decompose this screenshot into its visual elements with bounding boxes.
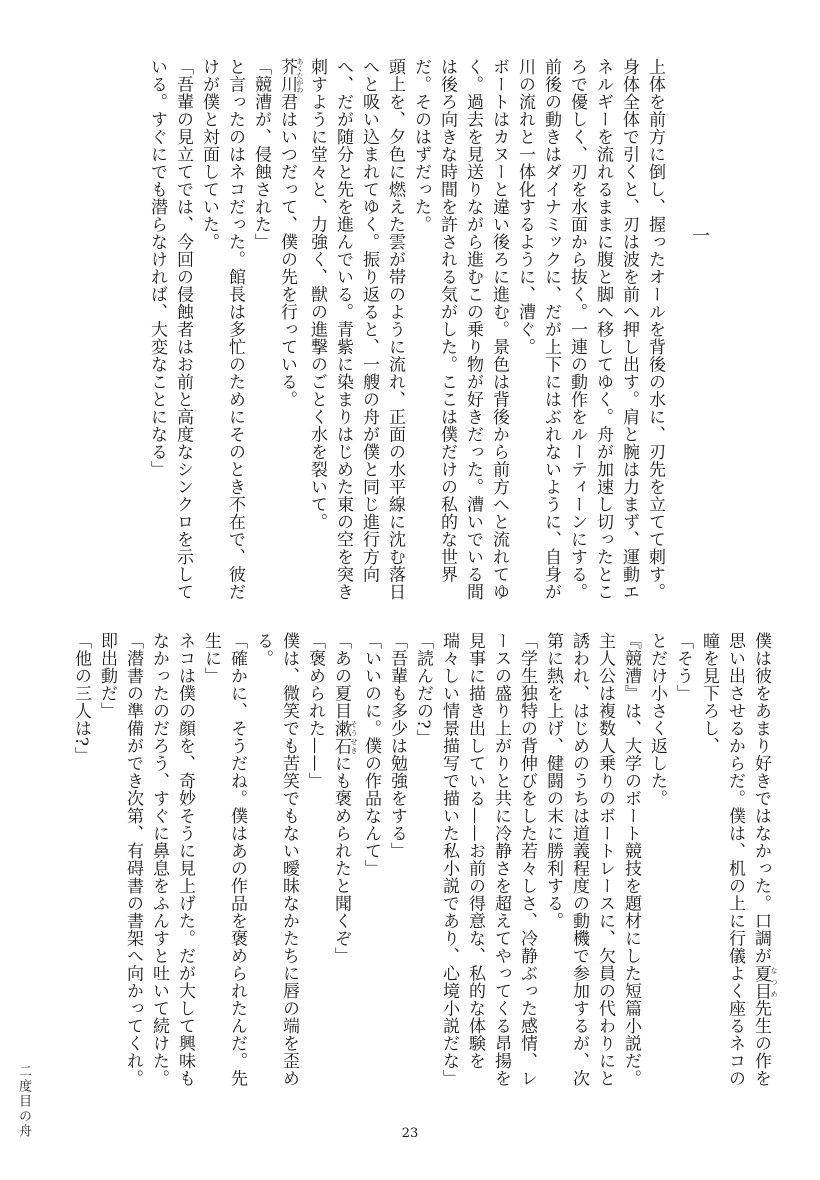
paragraph: 上体を前方に倒し、握ったオールを背後の水に、刃先を立てて刺す。身体全体で引くと、刃は波を前へ押し出す。肩と腕は力まず、運動エネルギーを流れるままに腹と脚へ移してゆく。舟が加速し切ったところで優しく、刃を水面から抜く。一連の動作をルーティーンにする。前後の動きはダイナミックに、だが上下にはぶれないように、自身が川の流れと一体化するように、漕ぐ。 (515, 58, 665, 601)
dialogue-line: 「確かに、そうだね。僕はあの作品を褒められたんだ。先生に」 (201, 632, 247, 1087)
paragraph: 僕は、微笑でも苦笑でもない曖昧なかたちに唇の端を歪める。 (253, 632, 299, 1087)
dialogue-line: 「吾輩の見立てでは、今回の侵蝕者はお前と高度なシンクロを示している。すぐにでも潜らなければ、大変なことになる」 (147, 58, 193, 601)
paragraph: 僕は彼をあまり好きではなかった。口調が夏目 なつめ先生の作を思い出させるからだ。僕は、机の上に行儀よく座るネコの瞳を見下ろし、 (699, 632, 778, 1087)
dialogue-line: 「競漕が、侵蝕された」 (251, 58, 271, 251)
paragraph: と言ったのはネコだった。館長は多忙のためにそのとき不在で、彼だけが僕と対面していた。 (199, 58, 245, 601)
dialogue-line: 「潜書の準備ができ次第、有碍書の書架へ向かってくれ。即出動だ」 (97, 632, 143, 1087)
lower-text-block (68, 632, 778, 1102)
ruby-soseki: 漱石 そうせき (331, 719, 358, 755)
dialogue-line: 「あの夏目漱石 そうせきにも褒められたと聞くぞ」 (331, 632, 358, 965)
dialogue-line: 「読んだの?」 (413, 632, 433, 747)
dialogue-line: 「褒められた——」 (305, 632, 325, 790)
paragraph: 『競漕』は、大学のボート競技を題材にした短篇小説だ。主人公は複数人乗りのボートレースに、欠員の代わりにと誘われ、はじめのうちは道義程度の動機で参加するが、次第に熱を上げ、健闘の末に勝利する。 (543, 632, 641, 1087)
ruby-natsume: 夏目 なつめ (751, 964, 778, 1000)
dialogue-line: 「学生独特の背伸びをした若々しさ、冷静ぶった感情、レースの盛り上がりと共に冷静さを超えてやってくる昂揚を見事に描き出している——お前の得意な、私的な体験を瑞々しい情景描写で描いた私小説であり、心境小説だな」 (439, 632, 537, 1087)
paragraph: ボートはカヌーと違い後ろに進む。景色は背後から前方へと流れてゆく。過去を見送りながら進むこの乗り物が好きだった。漕いでいる間は後ろ向きな時間を許される気がした。ここは僕だけの私的な世界だ。そのはずだった。 (411, 58, 509, 601)
paragraph: とだけ小さく返した。 (647, 632, 667, 807)
upper-text-block (144, 58, 712, 606)
dialogue-line: 「そう」 (673, 632, 693, 702)
dialogue-line: 「いいのに。僕の作品なんて」 (361, 632, 381, 877)
paragraph: 頭上を、夕色に燃えた雲が帯のように流れ、正面の水平線に沈む落日へと吸い込まれてゆく。振り返ると、一艘の舟が僕と同じ進行方向へ、だが随分と先を進んでいる。青紫に染まりはじめた東の空を突き刺すように堂々と、力強く、獣の進撃のごとく水を裂いて。 (307, 58, 405, 601)
page-number: 23 (401, 1126, 419, 1141)
paragraph: ネコは僕の顔を、奇妙そうに見上げた。だが大して興味もなかったのだろう、すぐに鼻息をふんすと吐いて続けた。 (149, 632, 195, 1087)
running-head: 二度目の舟 (16, 1064, 31, 1139)
dialogue-line: 「他の三人は?」 (71, 632, 91, 765)
dialogue-line: 「吾輩も多少は勉強をする」 (387, 632, 407, 860)
chapter-number: 一 (689, 226, 710, 245)
ruby-akutagawa: 芥川 あくたがわ (277, 58, 304, 93)
paragraph: 芥川 あくたがわ君はいつだって、僕の先を行っている。 (277, 58, 304, 408)
